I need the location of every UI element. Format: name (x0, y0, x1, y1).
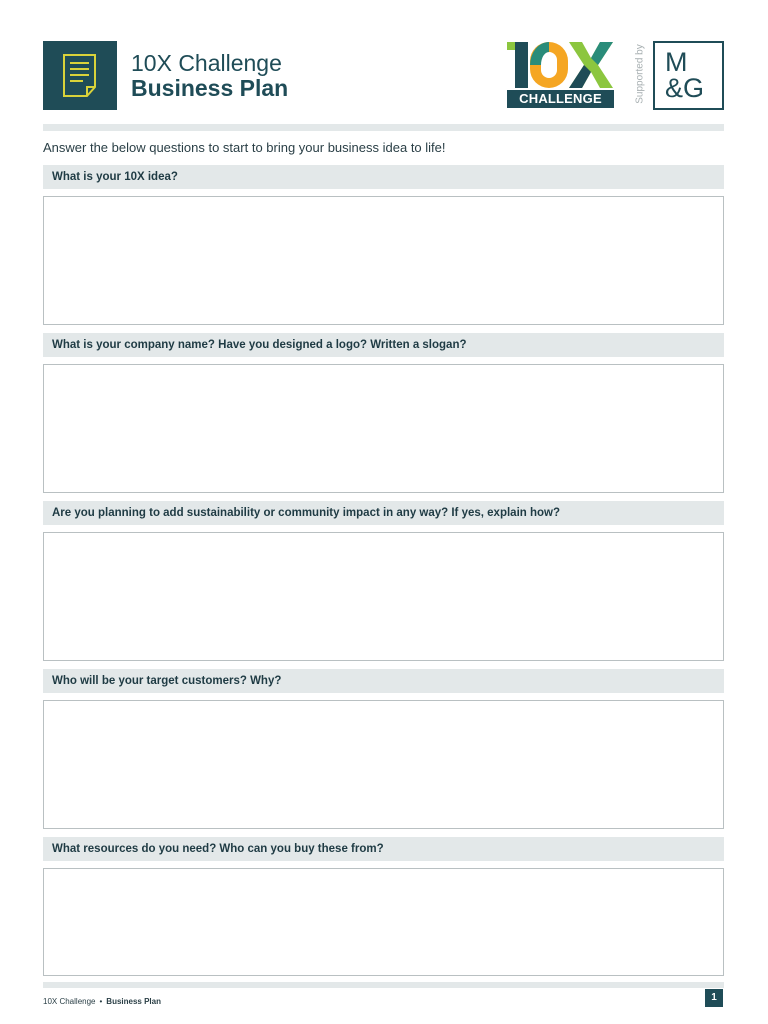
footer-left: 10X Challenge (43, 997, 96, 1006)
document-icon (61, 53, 101, 99)
footer-right: Business Plan (106, 997, 161, 1006)
question-label: Who will be your target customers? Why? (43, 669, 724, 693)
supported-by-label: Supported by (634, 44, 646, 104)
mg-logo-line1: M (665, 47, 688, 77)
answer-box[interactable] (43, 532, 724, 661)
page-title-line2: Business Plan (131, 75, 289, 101)
answer-box[interactable] (43, 700, 724, 829)
mg-logo (653, 41, 724, 110)
question-label: Are you planning to add sustainability or community impact in any way? If yes, explain how? (43, 501, 724, 525)
answer-box[interactable] (43, 868, 724, 976)
question-label: What resources do you need? Who can you buy these from? (43, 837, 724, 861)
question-label: What is your 10X idea? (43, 165, 724, 189)
10x-logo-icon (506, 40, 615, 92)
challenge-logo-bar: CHALLENGE (507, 90, 614, 108)
mg-logo-line2: &G (665, 73, 705, 103)
page-title-line1: 10X Challenge (131, 50, 282, 76)
intro-text: Answer the below questions to start to bring your business idea to life! (43, 140, 446, 155)
question-label: What is your company name? Have you designed a logo? Written a slogan? (43, 333, 724, 357)
footer-separator: • (99, 997, 103, 1006)
header-divider (43, 124, 724, 131)
footer-text (43, 997, 161, 1006)
footer-divider (43, 982, 724, 988)
answer-box[interactable] (43, 364, 724, 493)
page-number: 1 (705, 989, 723, 1007)
answer-box[interactable] (43, 196, 724, 325)
business-plan-icon-box (43, 41, 117, 110)
